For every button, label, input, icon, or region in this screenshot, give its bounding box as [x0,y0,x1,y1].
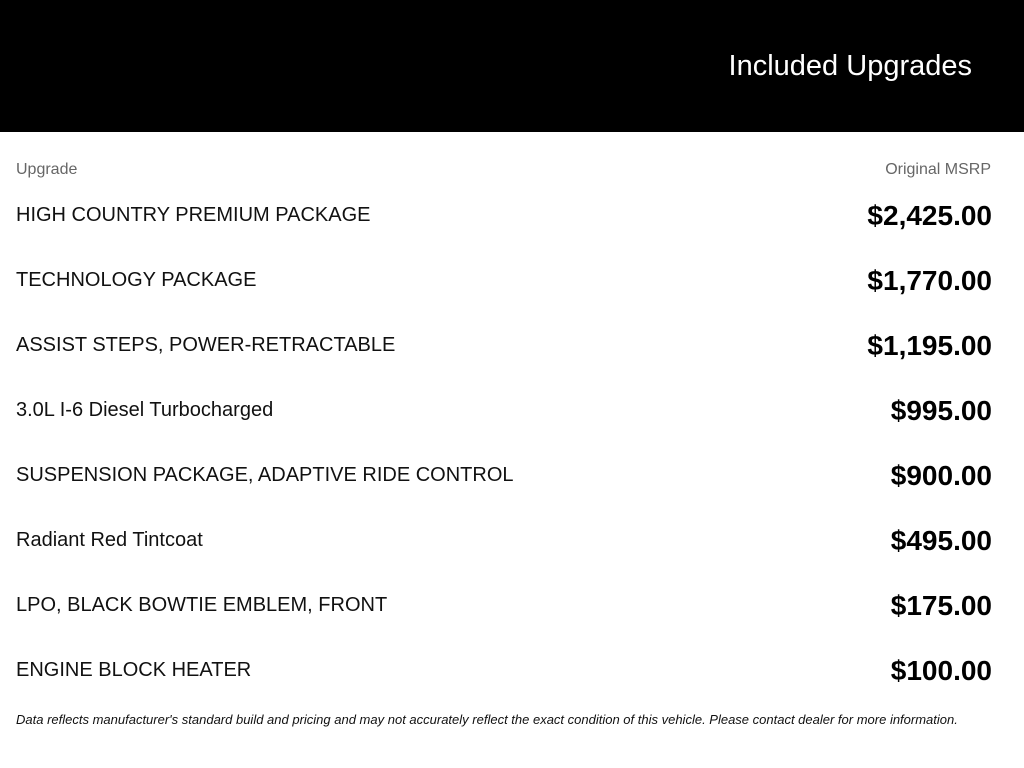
column-header-upgrade: Upgrade [16,161,78,178]
upgrade-name: LPO, BLACK BOWTIE EMBLEM, FRONT [16,594,388,616]
upgrade-name: ENGINE BLOCK HEATER [16,659,252,681]
upgrade-price: $2,425.00 [867,199,992,231]
table-row [16,573,992,638]
table-row [16,508,992,573]
page-title: Included Upgrades [728,50,972,82]
table-row [16,638,992,703]
column-header-msrp: Original MSRP [885,161,991,178]
upgrade-name: SUSPENSION PACKAGE, ADAPTIVE RIDE CONTROL [16,464,514,486]
table-row [16,378,992,443]
upgrade-name: TECHNOLOGY PACKAGE [16,269,257,291]
upgrade-name: ASSIST STEPS, POWER-RETRACTABLE [16,334,396,356]
upgrade-name: 3.0L I-6 Diesel Turbocharged [16,399,274,421]
table-row [16,183,992,248]
upgrade-list [16,183,992,703]
upgrades-table [16,150,992,703]
upgrade-price: $1,195.00 [867,329,992,361]
upgrade-name: HIGH COUNTRY PREMIUM PACKAGE [16,204,371,226]
upgrade-name: Radiant Red Tintcoat [16,529,203,551]
table-row [16,313,992,378]
upgrade-price: $900.00 [890,459,992,491]
table-row [16,443,992,508]
upgrade-price: $1,770.00 [867,264,992,296]
disclaimer-text: Data reflects manufacturer's standard build and pricing and may not accurately reflect the exact condition of this vehicle. Please contact dealer for more information. [16,712,958,727]
header-banner [0,0,1024,132]
upgrade-price: $495.00 [890,524,992,556]
upgrade-price: $995.00 [890,394,992,426]
table-row [16,248,992,313]
upgrade-price: $175.00 [890,589,992,621]
upgrade-price: $100.00 [890,654,992,686]
